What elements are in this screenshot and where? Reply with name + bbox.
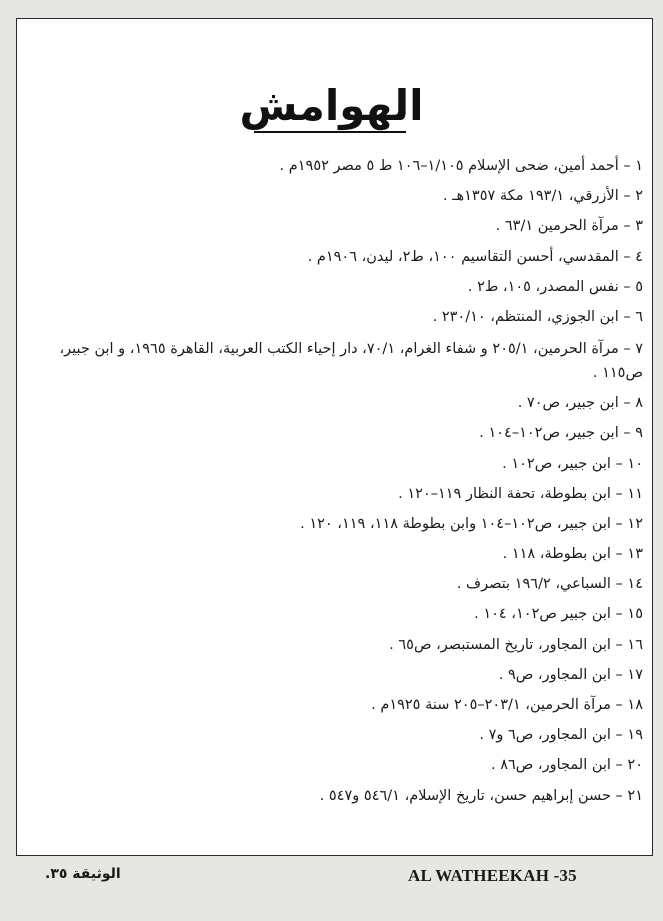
title-underline	[254, 131, 406, 133]
footnote-9: ٩ – ابن جبير، ص١٠٢–١٠٤ .	[479, 425, 643, 442]
footnote-19: ١٩ – ابن المجاور، ص٦ و٧ .	[479, 727, 643, 744]
footnotes-list	[38, 156, 643, 816]
footnote-8: ٨ – ابن جبير، ص٧٠ .	[517, 395, 643, 412]
footnote-15: ١٥ – ابن جبير ص١٠٢، ١٠٤ .	[474, 606, 643, 623]
footnote-5: ٥ – نفس المصدر، ١٠٥، ط٢ .	[467, 278, 643, 295]
footnote-7: ٧ – مرآة الحرمين، ٢٠٥/١ و شفاء الغرام، ٧٠/١، دار إحياء الكتب العربية، القاهرة ١٩٦٥، و ابن جبير، ص١١٥ .	[59, 341, 643, 382]
footnote-3: ٣ – مرآة الحرمين ٦٣/١ .	[495, 218, 643, 235]
footnote-21: ٢١ – حسن إبراهيم حسن، تاريخ الإسلام، ٥٤٦/١ و٥٤٧ .	[319, 787, 643, 804]
footnote-6: ٦ – ابن الجوزي، المنتظم، ٢٣٠/١٠ .	[432, 308, 643, 325]
footnote-4: ٤ – المقدسي، أحسن التقاسيم ١٠٠، ط٢، ليدن، ١٩٠٦م .	[307, 248, 643, 265]
page-title: الهوامش	[239, 81, 424, 130]
footnote-20: ٢٠ – ابن المجاور، ص٨٦ .	[491, 757, 643, 774]
footnote-2: ٢ – الأزرقي، ١٩٣/١ مكة ١٣٥٧هـ .	[443, 188, 643, 205]
footer-publication-en: AL WATHEEKAH -35	[408, 866, 577, 885]
title-container	[0, 80, 663, 132]
footnote-12: ١٢ – ابن جبير، ص١٠٢–١٠٤ وابن بطوطة ١١٨، ١١٩، ١٢٠ .	[300, 515, 643, 532]
footnote-14: ١٤ – السباعي، ١٩٦/٢ بتصرف .	[456, 576, 643, 593]
footnote-13: ١٣ – ابن بطوطة، ١١٨ .	[502, 546, 643, 563]
footnote-1: ١ – أحمد أمين، ضحى الإسلام ١/١٠٥–١٠٦ ط ٥ مصر ١٩٥٢م .	[279, 158, 643, 174]
footnote-16: ١٦ – ابن المجاور، تاريخ المستبصر، ص٦٥ .	[389, 636, 643, 653]
footnote-11: ١١ – ابن بطوطة، تحفة النظار ١١٩–١٢٠ .	[398, 485, 643, 502]
footnote-18: ١٨ – مرآة الحرمين، ٢٠٣/١–٢٠٥ سنة ١٩٢٥م .	[371, 697, 643, 713]
footnote-10: ١٠ – ابن جبير، ص١٠٢ .	[502, 455, 643, 472]
footer-publication-ar: الوثيقة ٣٥.	[45, 866, 121, 882]
footnote-17: ١٧ – ابن المجاور، ص٩ .	[498, 666, 643, 683]
